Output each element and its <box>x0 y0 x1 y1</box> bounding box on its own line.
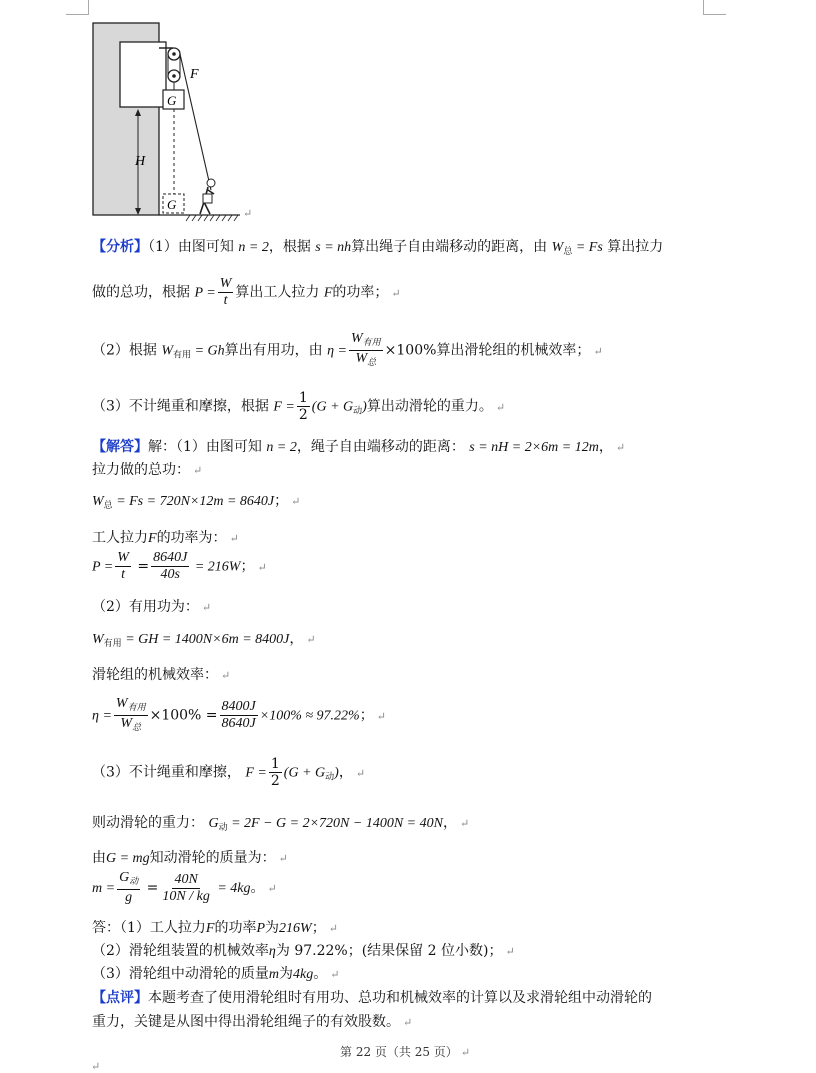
solution-line-11: 则动滑轮的重力： $G_动 = 2F - G = 2\times 720N - 1400N = 40N$， ↵ <box>92 815 470 833</box>
solution-line-13: m = $\frac{G_动}{g}$ = $\frac{40N}{10N / kg}$ = 4kg。 ↵ <box>92 870 277 905</box>
answer-line-1: 答：（1）工人拉力F的功率P为216W； ↵ <box>92 920 338 936</box>
figure-label-G-top: G <box>167 93 177 108</box>
answer-line-2: （2）滑轮组装置的机械效率η为 97.22%；(结果保留 2 位小数)； ↵ <box>92 943 515 959</box>
solution-line-9: η = $\frac{W_{有用}}{W_总}$ ×100% = $\frac{8400J}{8640J}$ ×100% ≈ 97.22%； ↵ <box>92 696 386 732</box>
solution-line-6: （2）有用功为： ↵ <box>92 599 212 615</box>
analysis-tag: 【分析】 <box>92 239 148 255</box>
solution-line-2: 拉力做的总功： ↵ <box>92 462 203 478</box>
corner-mark-right <box>703 0 726 15</box>
fraction-one-half: $\frac{1}{2}$ <box>298 390 308 423</box>
pulley-figure <box>90 18 253 223</box>
analysis-line-4: （3）不计绳重和摩擦，根据 F = $\frac{1}{2}$ $(G + G_动)$算出动滑轮的重力。 ↵ <box>92 390 506 423</box>
corner-mark-left <box>66 0 89 15</box>
comment-line-2: 重力，关键是从图中得出滑轮组绳子的有效股数。 ↵ <box>92 1014 413 1030</box>
figure-label-G-bottom: G <box>167 197 177 212</box>
solution-line-12: 由G = mg知动滑轮的质量为： ↵ <box>92 850 288 866</box>
solution-line-10: （3）不计绳重和摩擦， F = $\frac{1}{2}$ $(G + G_动)$， ↵ <box>92 756 366 789</box>
page-footer: 第 22 页（共 25 页） ↵ <box>340 1045 471 1059</box>
solution-line-5: P = $\frac{W}{t}$ = $\frac{8640J}{40s}$ = 216W； ↵ <box>92 550 267 582</box>
comment-tag: 【点评】 <box>92 990 148 1006</box>
figure-label-H: H <box>135 154 146 169</box>
bottom-return-mark: ↵ <box>91 1060 101 1073</box>
answer-line-3: （3）滑轮组中动滑轮的质量m为4kg。 ↵ <box>92 966 340 982</box>
solution-line-8: 滑轮组的机械效率： ↵ <box>92 667 231 683</box>
fraction-W-over-t: $\frac{W}{t}$ <box>219 276 232 308</box>
analysis-line-2: 做的总功，根据 P = $\frac{W}{t}$ 算出工人拉力 F的功率； ↵ <box>92 276 401 308</box>
comment-line-1: 【点评】本题考查了使用滑轮组时有用功、总功和机械效率的计算以及求滑轮组中动滑轮的 <box>92 990 652 1006</box>
analysis-line-3: （2）根据 $W_{有用} = Gh$算出有用功，由 η = $\frac{W_{有用}}{W_总}$ ×100%算出滑轮组的机械效率； ↵ <box>92 331 603 370</box>
figure-label-F: F <box>190 67 199 82</box>
return-mark: ↵ <box>243 207 253 220</box>
solution-line-4: 工人拉力F的功率为： ↵ <box>92 530 239 546</box>
fraction-efficiency: $\frac{W_{有用}}{W_总}$ <box>350 331 381 367</box>
solution-line-3: $W_总 = Fs = 720N\times 12m = 8640J$； ↵ <box>92 493 301 511</box>
solution-tag: 【解答】 <box>92 439 148 455</box>
analysis-line-1: 【分析】（1）由图可知 n = 2，根据 s = nh算出绳子自由端移动的距离，由 $W_总 = Fs$ 算出拉力 <box>92 239 664 257</box>
page-number: 第 22 页（共 25 页） <box>340 1045 458 1059</box>
solution-line-1: 【解答】解：（1）由图可知 n = 2，绳子自由端移动的距离： s = nH = 2×6m = 12m， ↵ <box>92 439 626 455</box>
solution-line-7: $W_{有用}$ = GH = 1400N×6m = 8400J， ↵ <box>92 631 316 649</box>
